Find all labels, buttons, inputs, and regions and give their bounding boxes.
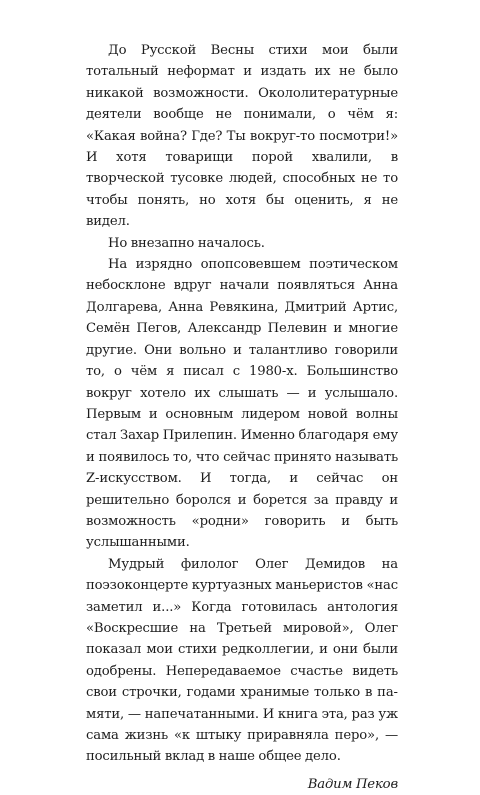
paragraph-1: До Русской Весны стихи мои были тотальный неформат и издать их не было никакой возможности. Окололитературные деятели вообще не понимали, о чём я: «Какая война? Где? Ты вокруг-то посмотри!» И хотя товарищи порой хвалили, в творческой тусовке людей, способных не то чтобы понять, но хотя бы оценить, я не видел. [86,43,398,230]
page-body [86,40,398,795]
paragraph-2: Но внезапно началось. [108,235,265,251]
paragraph-4: Мудрый филолог Олег Демидов на поэзоконцерте куртуазных маньеристов «нас заметил и...» Когда готовилась антология «Воскресшие на Третьей мировой», Олег показал мои стихи редколлегии, и они были одобрены. Непередаваемое счастье видеть свои строчки, годами хранимые только в памяти, — напечатанными. И книга эта, раз уж сама жизнь «к штыку приравняла перо», — посильный вклад в наше общее дело. [86,556,398,765]
author-signature: Вадим Пеков [307,776,398,792]
paragraph-3: На изрядно опопсовевшем поэтическом небосклоне вдруг начали появляться Анна Долгарева, Анна Ревякина, Дмитрий Артис, Семён Пегов, Александр Пелевин и многие другие. Они вольно и талантливо говорили то, о чём я писал с 1980-х. Большинство вокруг хотело их слышать — и услышало. Первым и основным лидером новой волны стал Захар Прилепин. Именно благодаря ему и появилось то, что сейчас принято называть Z-искусством. И тогда, и сейчас он решительно боролся и борется за правду и возможность «родни» говорить и быть услышанными. [86,257,398,551]
